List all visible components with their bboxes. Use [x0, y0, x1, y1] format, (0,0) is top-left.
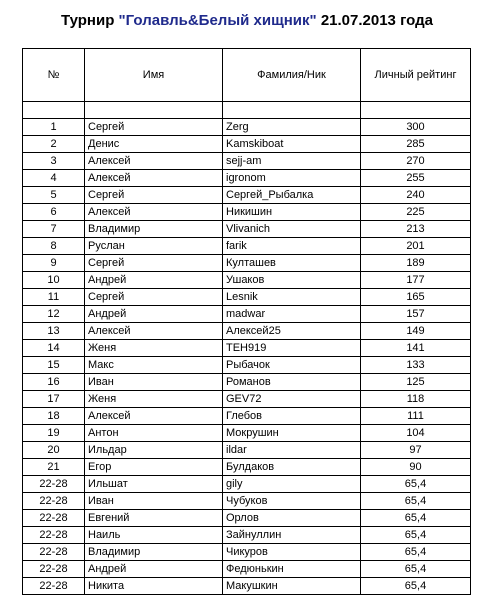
nick-cell: Kamskiboat [223, 136, 361, 153]
table-row [23, 289, 471, 306]
rating-cell: 165 [361, 289, 471, 306]
place-cell: 22-28 [23, 493, 85, 510]
nick-cell: Ушаков [223, 272, 361, 289]
first-name-cell: Алексей [85, 153, 223, 170]
nick-cell: Lesnik [223, 289, 361, 306]
header-number: № [23, 49, 85, 102]
rating-cell: 255 [361, 170, 471, 187]
table-row [23, 340, 471, 357]
rating-cell: 65,4 [361, 578, 471, 595]
title-prefix: Турнир [61, 12, 119, 29]
nick-cell: Романов [223, 374, 361, 391]
nick-cell: gily [223, 476, 361, 493]
page-title [0, 12, 494, 29]
table-row [23, 272, 471, 289]
first-name-cell: Сергей [85, 289, 223, 306]
nick-cell: Никишин [223, 204, 361, 221]
header-first-name: Имя [85, 49, 223, 102]
rating-cell: 270 [361, 153, 471, 170]
rating-cell: 104 [361, 425, 471, 442]
first-name-cell: Алексей [85, 323, 223, 340]
header-rating: Личный рейтинг [361, 49, 471, 102]
table-row [23, 153, 471, 170]
place-cell: 22-28 [23, 544, 85, 561]
place-cell: 13 [23, 323, 85, 340]
table-row [23, 527, 471, 544]
title-date: 21.07.2013 года [316, 12, 433, 29]
empty-cell [85, 102, 223, 119]
rating-cell: 213 [361, 221, 471, 238]
table-row [23, 561, 471, 578]
header-row [23, 49, 471, 102]
first-name-cell: Алексей [85, 170, 223, 187]
table-row [23, 170, 471, 187]
nick-cell: Мокрушин [223, 425, 361, 442]
rating-cell: 133 [361, 357, 471, 374]
first-name-cell: Ильдар [85, 442, 223, 459]
place-cell: 22-28 [23, 527, 85, 544]
empty-cell [361, 102, 471, 119]
first-name-cell: Иван [85, 374, 223, 391]
table-row [23, 578, 471, 595]
rating-cell: 225 [361, 204, 471, 221]
rating-cell: 125 [361, 374, 471, 391]
rating-cell: 189 [361, 255, 471, 272]
rating-cell: 285 [361, 136, 471, 153]
table-row [23, 476, 471, 493]
place-cell: 6 [23, 204, 85, 221]
table-row [23, 204, 471, 221]
table-row [23, 544, 471, 561]
first-name-cell: Владимир [85, 544, 223, 561]
first-name-cell: Иван [85, 493, 223, 510]
rating-cell: 97 [361, 442, 471, 459]
table-row [23, 323, 471, 340]
table-row [23, 119, 471, 136]
rating-cell: 118 [361, 391, 471, 408]
place-cell: 4 [23, 170, 85, 187]
place-cell: 12 [23, 306, 85, 323]
first-name-cell: Денис [85, 136, 223, 153]
place-cell: 22-28 [23, 476, 85, 493]
place-cell: 22-28 [23, 578, 85, 595]
table-body [23, 102, 471, 595]
place-cell: 22-28 [23, 561, 85, 578]
first-name-cell: Сергей [85, 255, 223, 272]
nick-cell: madwar [223, 306, 361, 323]
first-name-cell: Никита [85, 578, 223, 595]
header-last-name-nick: Фамилия/Ник [223, 49, 361, 102]
rating-cell: 65,4 [361, 493, 471, 510]
table-row [23, 510, 471, 527]
first-name-cell: Евгений [85, 510, 223, 527]
place-cell: 9 [23, 255, 85, 272]
table-row [23, 357, 471, 374]
place-cell: 1 [23, 119, 85, 136]
nick-cell: Булдаков [223, 459, 361, 476]
place-cell: 7 [23, 221, 85, 238]
place-cell: 21 [23, 459, 85, 476]
table-row [23, 221, 471, 238]
nick-cell: GEV72 [223, 391, 361, 408]
rating-cell: 111 [361, 408, 471, 425]
empty-cell [223, 102, 361, 119]
table-row [23, 493, 471, 510]
first-name-cell: Егор [85, 459, 223, 476]
tournament-name: "Голавль&Белый хищник" [118, 12, 317, 29]
table-row [23, 187, 471, 204]
place-cell: 10 [23, 272, 85, 289]
nick-cell: Сергей_Рыбалка [223, 187, 361, 204]
place-cell: 2 [23, 136, 85, 153]
first-name-cell: Сергей [85, 119, 223, 136]
rating-cell: 240 [361, 187, 471, 204]
nick-cell: Vlivanich [223, 221, 361, 238]
nick-cell: Зайнуллин [223, 527, 361, 544]
nick-cell: Орлов [223, 510, 361, 527]
rating-cell: 65,4 [361, 510, 471, 527]
place-cell: 14 [23, 340, 85, 357]
place-cell: 3 [23, 153, 85, 170]
first-name-cell: Владимир [85, 221, 223, 238]
first-name-cell: Наиль [85, 527, 223, 544]
nick-cell: ildar [223, 442, 361, 459]
nick-cell: Глебов [223, 408, 361, 425]
first-name-cell: Андрей [85, 272, 223, 289]
first-name-cell: Макс [85, 357, 223, 374]
table-row [23, 408, 471, 425]
rating-cell: 90 [361, 459, 471, 476]
place-cell: 11 [23, 289, 85, 306]
rating-cell: 201 [361, 238, 471, 255]
nick-cell: Култашев [223, 255, 361, 272]
first-name-cell: Андрей [85, 306, 223, 323]
rating-table [22, 48, 471, 595]
rating-cell: 65,4 [361, 561, 471, 578]
table-row [23, 374, 471, 391]
table-row [23, 238, 471, 255]
table-row [23, 425, 471, 442]
nick-cell: Макушкин [223, 578, 361, 595]
rating-cell: 300 [361, 119, 471, 136]
empty-row [23, 102, 471, 119]
table-row [23, 136, 471, 153]
rating-cell: 65,4 [361, 476, 471, 493]
empty-cell [23, 102, 85, 119]
first-name-cell: Антон [85, 425, 223, 442]
nick-cell: Чикуров [223, 544, 361, 561]
nick-cell: Zerg [223, 119, 361, 136]
place-cell: 5 [23, 187, 85, 204]
first-name-cell: Алексей [85, 204, 223, 221]
first-name-cell: Сергей [85, 187, 223, 204]
rating-cell: 65,4 [361, 527, 471, 544]
place-cell: 19 [23, 425, 85, 442]
rating-cell: 141 [361, 340, 471, 357]
place-cell: 16 [23, 374, 85, 391]
rating-cell: 65,4 [361, 544, 471, 561]
rating-cell: 149 [361, 323, 471, 340]
nick-cell: farik [223, 238, 361, 255]
place-cell: 15 [23, 357, 85, 374]
table-row [23, 459, 471, 476]
place-cell: 20 [23, 442, 85, 459]
rating-cell: 177 [361, 272, 471, 289]
nick-cell: igronom [223, 170, 361, 187]
nick-cell: ТЕН919 [223, 340, 361, 357]
table-row [23, 255, 471, 272]
nick-cell: sejj-am [223, 153, 361, 170]
place-cell: 22-28 [23, 510, 85, 527]
place-cell: 17 [23, 391, 85, 408]
first-name-cell: Андрей [85, 561, 223, 578]
nick-cell: Федюнькин [223, 561, 361, 578]
first-name-cell: Женя [85, 391, 223, 408]
first-name-cell: Руслан [85, 238, 223, 255]
rating-cell: 157 [361, 306, 471, 323]
first-name-cell: Алексей [85, 408, 223, 425]
place-cell: 18 [23, 408, 85, 425]
table-row [23, 306, 471, 323]
first-name-cell: Ильшат [85, 476, 223, 493]
place-cell: 8 [23, 238, 85, 255]
table-row [23, 442, 471, 459]
first-name-cell: Женя [85, 340, 223, 357]
nick-cell: Алексей25 [223, 323, 361, 340]
table-row [23, 391, 471, 408]
nick-cell: Рыбачок [223, 357, 361, 374]
nick-cell: Чубуков [223, 493, 361, 510]
